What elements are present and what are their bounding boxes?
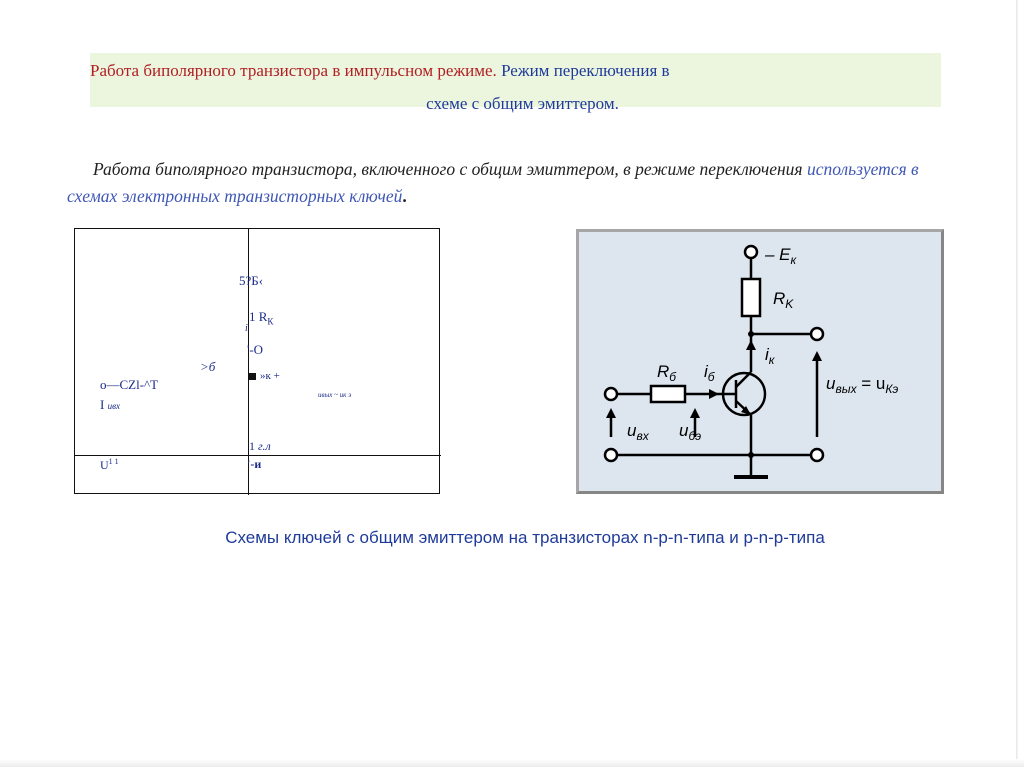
scan-label-gl: 1 г.л xyxy=(249,439,271,453)
label-uout: $u_{вых} = u_{Кэ}$ xyxy=(826,374,899,396)
paragraph-text: Работа биполярного транзистора, включенного с общим эмиттером, в режиме переключения xyxy=(93,159,803,179)
paragraph-end: . xyxy=(402,186,407,206)
label-ib: $i_б$ xyxy=(704,362,715,384)
scan-label-1: 5?Б‹ xyxy=(239,273,264,288)
page-edge-shadow-bottom xyxy=(0,759,1024,767)
scan-label-input: o—CZl-^T xyxy=(100,377,159,392)
figure-divider-horizontal xyxy=(75,455,441,456)
slide-title-line2: схеме с общим эмиттером. xyxy=(426,94,619,113)
scan-label-rk: 1 $R_К$ xyxy=(249,309,274,327)
scan-label-i: i xyxy=(245,323,248,334)
input-terminal-bottom xyxy=(605,449,617,461)
supply-terminal xyxy=(745,246,757,258)
page-edge-shadow-right xyxy=(1016,0,1018,767)
scan-label-o: '-O xyxy=(247,342,264,357)
npn-switch-circuit xyxy=(576,229,944,494)
label-rb: $R_б$ xyxy=(657,362,677,384)
figure-caption: Схемы ключей с общим эмиттером на транзисторах n-p-n-типа и p-n-p-типа xyxy=(225,528,825,547)
scan-label-uin: I uвх xyxy=(100,397,120,412)
scanned-circuit-figure xyxy=(74,228,440,494)
scan-label-u: $U^{1 1}$ xyxy=(100,457,119,472)
output-terminal-top xyxy=(811,328,823,340)
label-ube: $u_{бэ}$ xyxy=(679,421,702,443)
scan-label-ground: '-и xyxy=(247,457,262,471)
scan-label-uout: uвых ~ uк э xyxy=(318,391,352,399)
label-uvx: $u_{вх}$ xyxy=(627,421,649,443)
title-blue-part: Режим переключения в xyxy=(501,61,670,80)
paragraph-highlight: используется в схемах электронных транзисторных ключей xyxy=(67,159,919,206)
resistor-rk xyxy=(742,279,760,316)
circuit-diagram-svg xyxy=(579,232,941,491)
label-rk: $R_K$ xyxy=(773,289,794,311)
input-terminal xyxy=(605,388,617,400)
title-red-part: Работа биполярного транзистора в импульсном режиме. xyxy=(90,61,497,80)
resistor-rb xyxy=(651,386,685,402)
scan-label-k: »к + xyxy=(249,371,280,382)
output-terminal-bottom xyxy=(811,449,823,461)
label-ek: – $E_к$ xyxy=(765,245,797,267)
label-ik: $i_к$ xyxy=(765,345,775,367)
intro-paragraph xyxy=(67,156,927,210)
slide-title-line1 xyxy=(90,61,941,81)
scan-square-icon xyxy=(249,373,256,380)
scan-label-b: >б xyxy=(200,359,216,374)
